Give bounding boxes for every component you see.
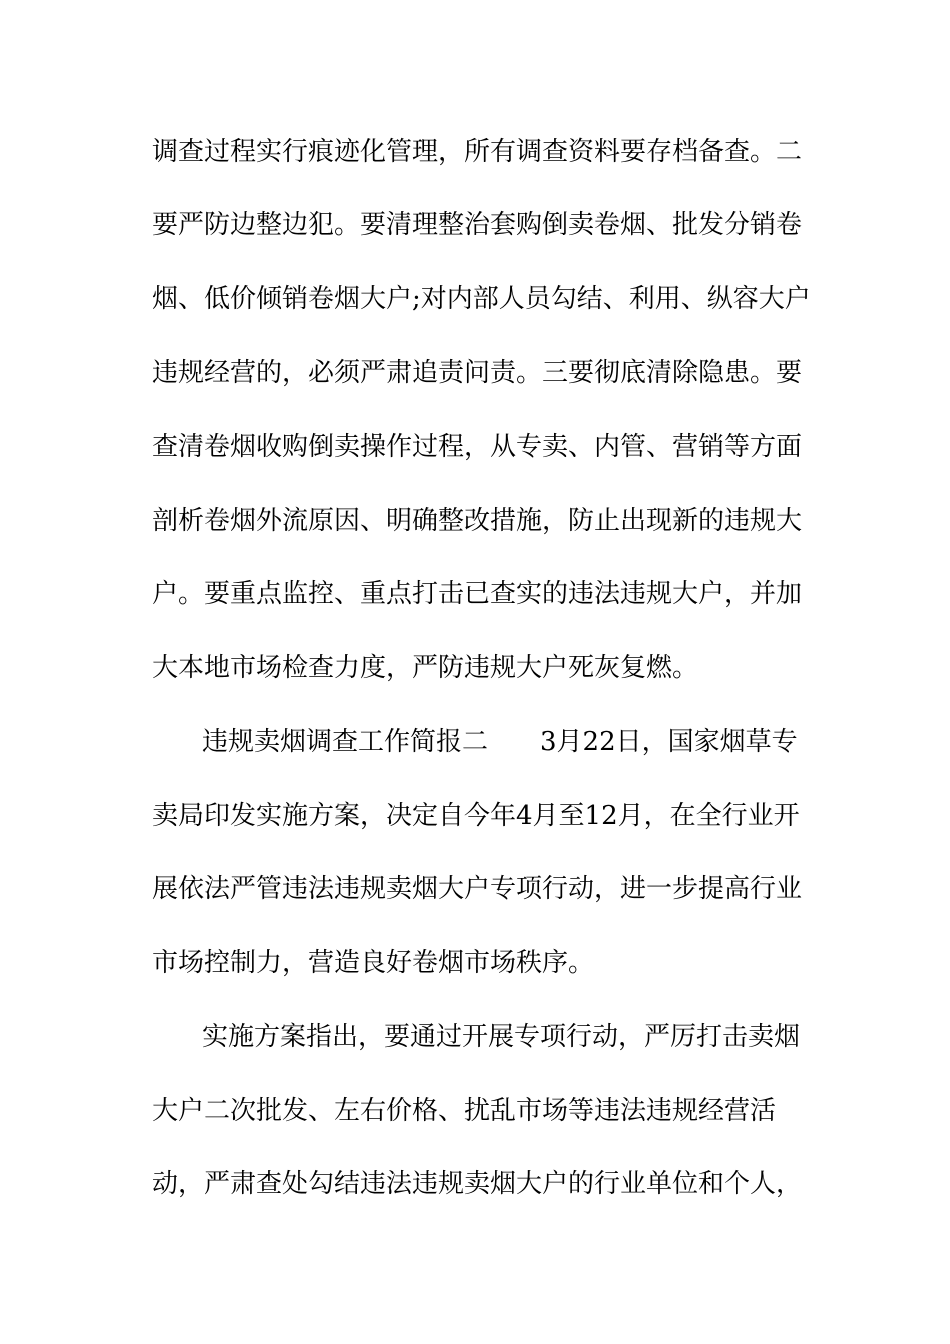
text-line: 剖析卷烟外流原因、明确整改措施，防止出现新的违规大 (152, 506, 803, 536)
text-line: 户。要重点监控、重点打击已查实的违法违规大户，并加 (152, 579, 803, 609)
text-line: 查清卷烟收购倒卖操作过程，从专卖、内管、营销等方面 (152, 432, 803, 462)
text-line: 展依法严管违法违规卖烟大户专项行动，进一步提高行业 (152, 874, 803, 904)
text-line: 烟、低价倾销卷烟大户;对内部人员勾结、利用、纵容大户 (152, 284, 811, 314)
paragraph-start-line: 实施方案指出，要通过开展专项行动，严厉打击卖烟 (202, 1022, 801, 1052)
text-line: 调查过程实行痕迹化管理，所有调查资料要存档备查。二 (152, 137, 803, 167)
text-line: 要严防边整边犯。要清理整治套购倒卖卷烟、批发分销卷 (152, 210, 803, 240)
paragraph-start-line: 违规卖烟调查工作简报二 3月22日，国家烟草专 (202, 727, 798, 757)
text-line: 违规经营的，必须严肃追责问责。三要彻底清除隐患。要 (152, 358, 803, 388)
text-line: 大户二次批发、左右价格、扰乱市场等违法违规经营活 (152, 1096, 777, 1126)
text-line: 动，严肃查处勾结违法违规卖烟大户的行业单位和个人， (152, 1169, 803, 1199)
text-line: 市场控制力，营造良好卷烟市场秩序。 (152, 948, 595, 978)
text-line: 卖局印发实施方案，决定自今年4月至12月，在全行业开 (152, 801, 800, 831)
text-line: 大本地市场检查力度，严防违规大户死灰复燃。 (152, 653, 699, 683)
